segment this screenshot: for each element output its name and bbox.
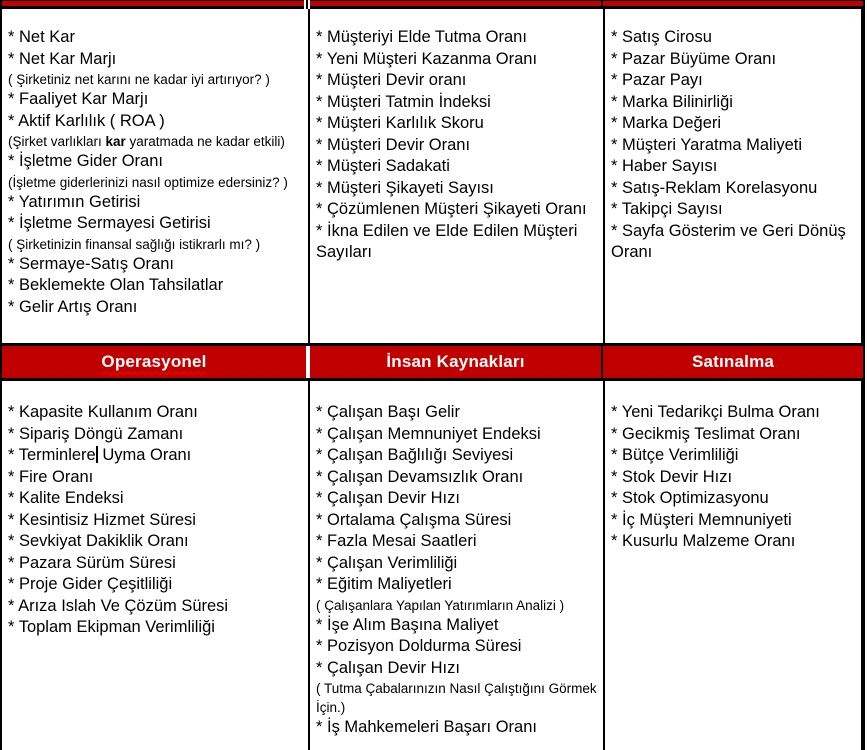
- table-cell-hr-kpis[interactable]: [310, 381, 603, 750]
- kpi-item: * Toplam Ekipman Verimliliği: [8, 618, 215, 636]
- kpi-item: * Çalışan Devir Hızı: [316, 658, 460, 677]
- kpi-item: * Beklemekte Olan Tahsilatlar: [8, 276, 224, 294]
- category-header-row: [0, 343, 865, 381]
- table-body-row-bottom: [0, 381, 865, 750]
- kpi-item: * Çözümlenen Müşteri Şikayeti Oranı: [316, 200, 587, 218]
- kpi-item: * Müşteriyi Elde Tutma Oranı: [316, 28, 527, 46]
- kpi-item: * İş Mahkemeleri Başarı Oranı: [316, 718, 537, 736]
- table-body-row-top: [0, 9, 865, 343]
- clipped-header-segment: [2, 0, 304, 9]
- kpi-note: ( Şirketinizin finansal sağlığı istikrarlı mı? ): [8, 236, 261, 252]
- header-cell-operasyonel[interactable]: [2, 346, 306, 378]
- kpi-item: * Satış Cirosu: [611, 28, 712, 46]
- kpi-item: * Gelir Artış Oranı: [8, 297, 138, 316]
- kpi-item: * Marka Bilinirliği: [611, 92, 733, 111]
- kpi-note: (İşletme giderlerinizi nasıl optimize edersiniz? ): [8, 174, 288, 190]
- kpi-item: * Proje Gider Çeşitliliği: [8, 575, 173, 593]
- kpi-item: * Stok Optimizasyonu: [611, 489, 769, 507]
- kpi-item: * Çalışan Devamsızlık Oranı: [316, 467, 524, 486]
- kpi-note: ( Şirketiniz net karını ne kadar iyi artırıyor? ): [8, 72, 270, 87]
- kpi-item: * Pazara Sürüm Süresi: [8, 553, 176, 572]
- kpi-item: * İç Müşteri Memnuniyeti: [611, 510, 792, 529]
- kpi-item: * Ortalama Çalışma Süresi: [316, 510, 512, 529]
- kpi-item: * İşletme Gider Oranı: [8, 152, 163, 170]
- header-cell-insan-kaynaklari[interactable]: [310, 346, 601, 378]
- kpi-item: * Çalışan Memnuniyet Endeksi: [316, 424, 541, 443]
- kpi-item: * Eğitim Maliyetleri: [316, 575, 452, 593]
- kpi-item: * Yeni Müşteri Kazanma Oranı: [316, 49, 538, 68]
- kpi-item: * Kusurlu Malzeme Oranı: [611, 532, 796, 550]
- kpi-item: * Haber Sayısı: [611, 157, 718, 175]
- kpi-item: * Kesintisiz Hizmet Süresi: [8, 510, 196, 529]
- kpi-item: * Sermaye-Satış Oranı: [8, 254, 174, 273]
- header-label-insan-kaynaklari: İnsan Kaynakları: [386, 352, 525, 371]
- kpi-item: * Yatırımın Getirisi: [8, 192, 141, 211]
- kpi-item: * Sayfa Gösterim ve Geri Dönüş Oranı: [611, 221, 846, 261]
- kpi-item: * Fire Oranı: [8, 467, 94, 486]
- kpi-item: * Kapasite Kullanım Oranı: [8, 403, 198, 421]
- kpi-item: * Net Kar: [8, 28, 75, 46]
- kpi-item: * Müşteri Tatmin İndeksi: [316, 92, 491, 111]
- header-label-satinalma: Satınalma: [691, 352, 775, 371]
- kpi-item: * Aktif Karlılık ( ROA ): [8, 111, 165, 130]
- kpi-item: * Müşteri Karlılık Skoru: [316, 114, 484, 132]
- table-cell-operational-kpis[interactable]: [2, 381, 308, 750]
- kpi-item: * Sevkiyat Dakiklik Oranı: [8, 532, 189, 550]
- clipped-header-strip: [0, 0, 865, 9]
- kpi-item: * Pazar Büyüme Oranı: [611, 49, 777, 68]
- kpi-item: * Pozisyon Doldurma Süresi: [316, 637, 522, 655]
- kpi-item: * Fazla Mesai Saatleri: [316, 532, 477, 550]
- table-cell-customer-kpis[interactable]: [310, 9, 603, 343]
- kpi-item: * Müşteri Yaratma Maliyeti: [611, 135, 803, 154]
- header-label-operasyonel: Operasyonel: [101, 352, 207, 371]
- kpi-item: * Arıza Islah Ve Çözüm Süresi: [8, 596, 229, 615]
- kpi-item: * Faaliyet Kar Marjı: [8, 90, 149, 108]
- kpi-item: * Kalite Endeksi: [8, 489, 124, 507]
- kpi-item: * Stok Devir Hızı: [611, 467, 733, 486]
- kpi-item: * Marka Değeri: [611, 114, 722, 132]
- kpi-item: * İşletme Sermayesi Getirisi: [8, 214, 211, 232]
- kpi-item: * Pazar Payı: [611, 71, 703, 89]
- kpi-item: * Müşteri Devir Oranı: [316, 135, 471, 154]
- kpi-item: * Sipariş Döngü Zamanı: [8, 424, 184, 443]
- kpi-item: * Takipçi Sayısı: [611, 200, 723, 218]
- kpi-item: * Net Kar Marjı: [8, 49, 117, 68]
- kpi-item: * İkna Edilen ve Elde Edilen Müşteri Sayıları: [316, 221, 578, 261]
- kpi-item: * İşe Alım Başına Maliyet: [316, 615, 499, 634]
- clipped-header-segment: [310, 0, 601, 9]
- table-cell-finance-kpis[interactable]: [2, 9, 308, 343]
- kpi-item: * Müşteri Şikayeti Sayısı: [316, 178, 494, 197]
- kpi-item: * Çalışan Bağlılığı Seviyesi: [316, 446, 514, 464]
- kpi-item: * Müşteri Sadakati: [316, 157, 450, 175]
- kpi-note: (Şirket varlıkları kar yaratmada ne kadar etkili): [8, 134, 285, 149]
- kpi-item: * Bütçe Verimliliği: [611, 446, 739, 464]
- kpi-item: * Çalışan Devir Hızı: [316, 489, 460, 507]
- kpi-note: ( Tutma Çabalarınızın Nasıl Çalıştığını Görmek İçin.): [316, 681, 597, 715]
- kpi-item: * Çalışan Başı Gelir: [316, 403, 460, 421]
- kpi-item: * Satış-Reklam Korelasyonu: [611, 178, 818, 197]
- table-cell-purchasing-kpis[interactable]: [605, 381, 861, 750]
- table-cell-sales-marketing-kpis[interactable]: [605, 9, 861, 343]
- kpi-item: * Müşteri Devir oranı: [316, 71, 467, 89]
- header-cell-satinalma[interactable]: [603, 346, 863, 378]
- kpi-item: * Yeni Tedarikçi Bulma Oranı: [611, 403, 820, 421]
- kpi-note: ( Çalışanlara Yapılan Yatırımların Analizi ): [316, 597, 565, 613]
- kpi-item: * Çalışan Verimliliği: [316, 553, 458, 572]
- kpi-item: * Gecikmiş Teslimat Oranı: [611, 424, 801, 443]
- kpi-item: * Terminlere Uyma Oranı: [8, 446, 192, 464]
- clipped-header-segment: [603, 0, 863, 9]
